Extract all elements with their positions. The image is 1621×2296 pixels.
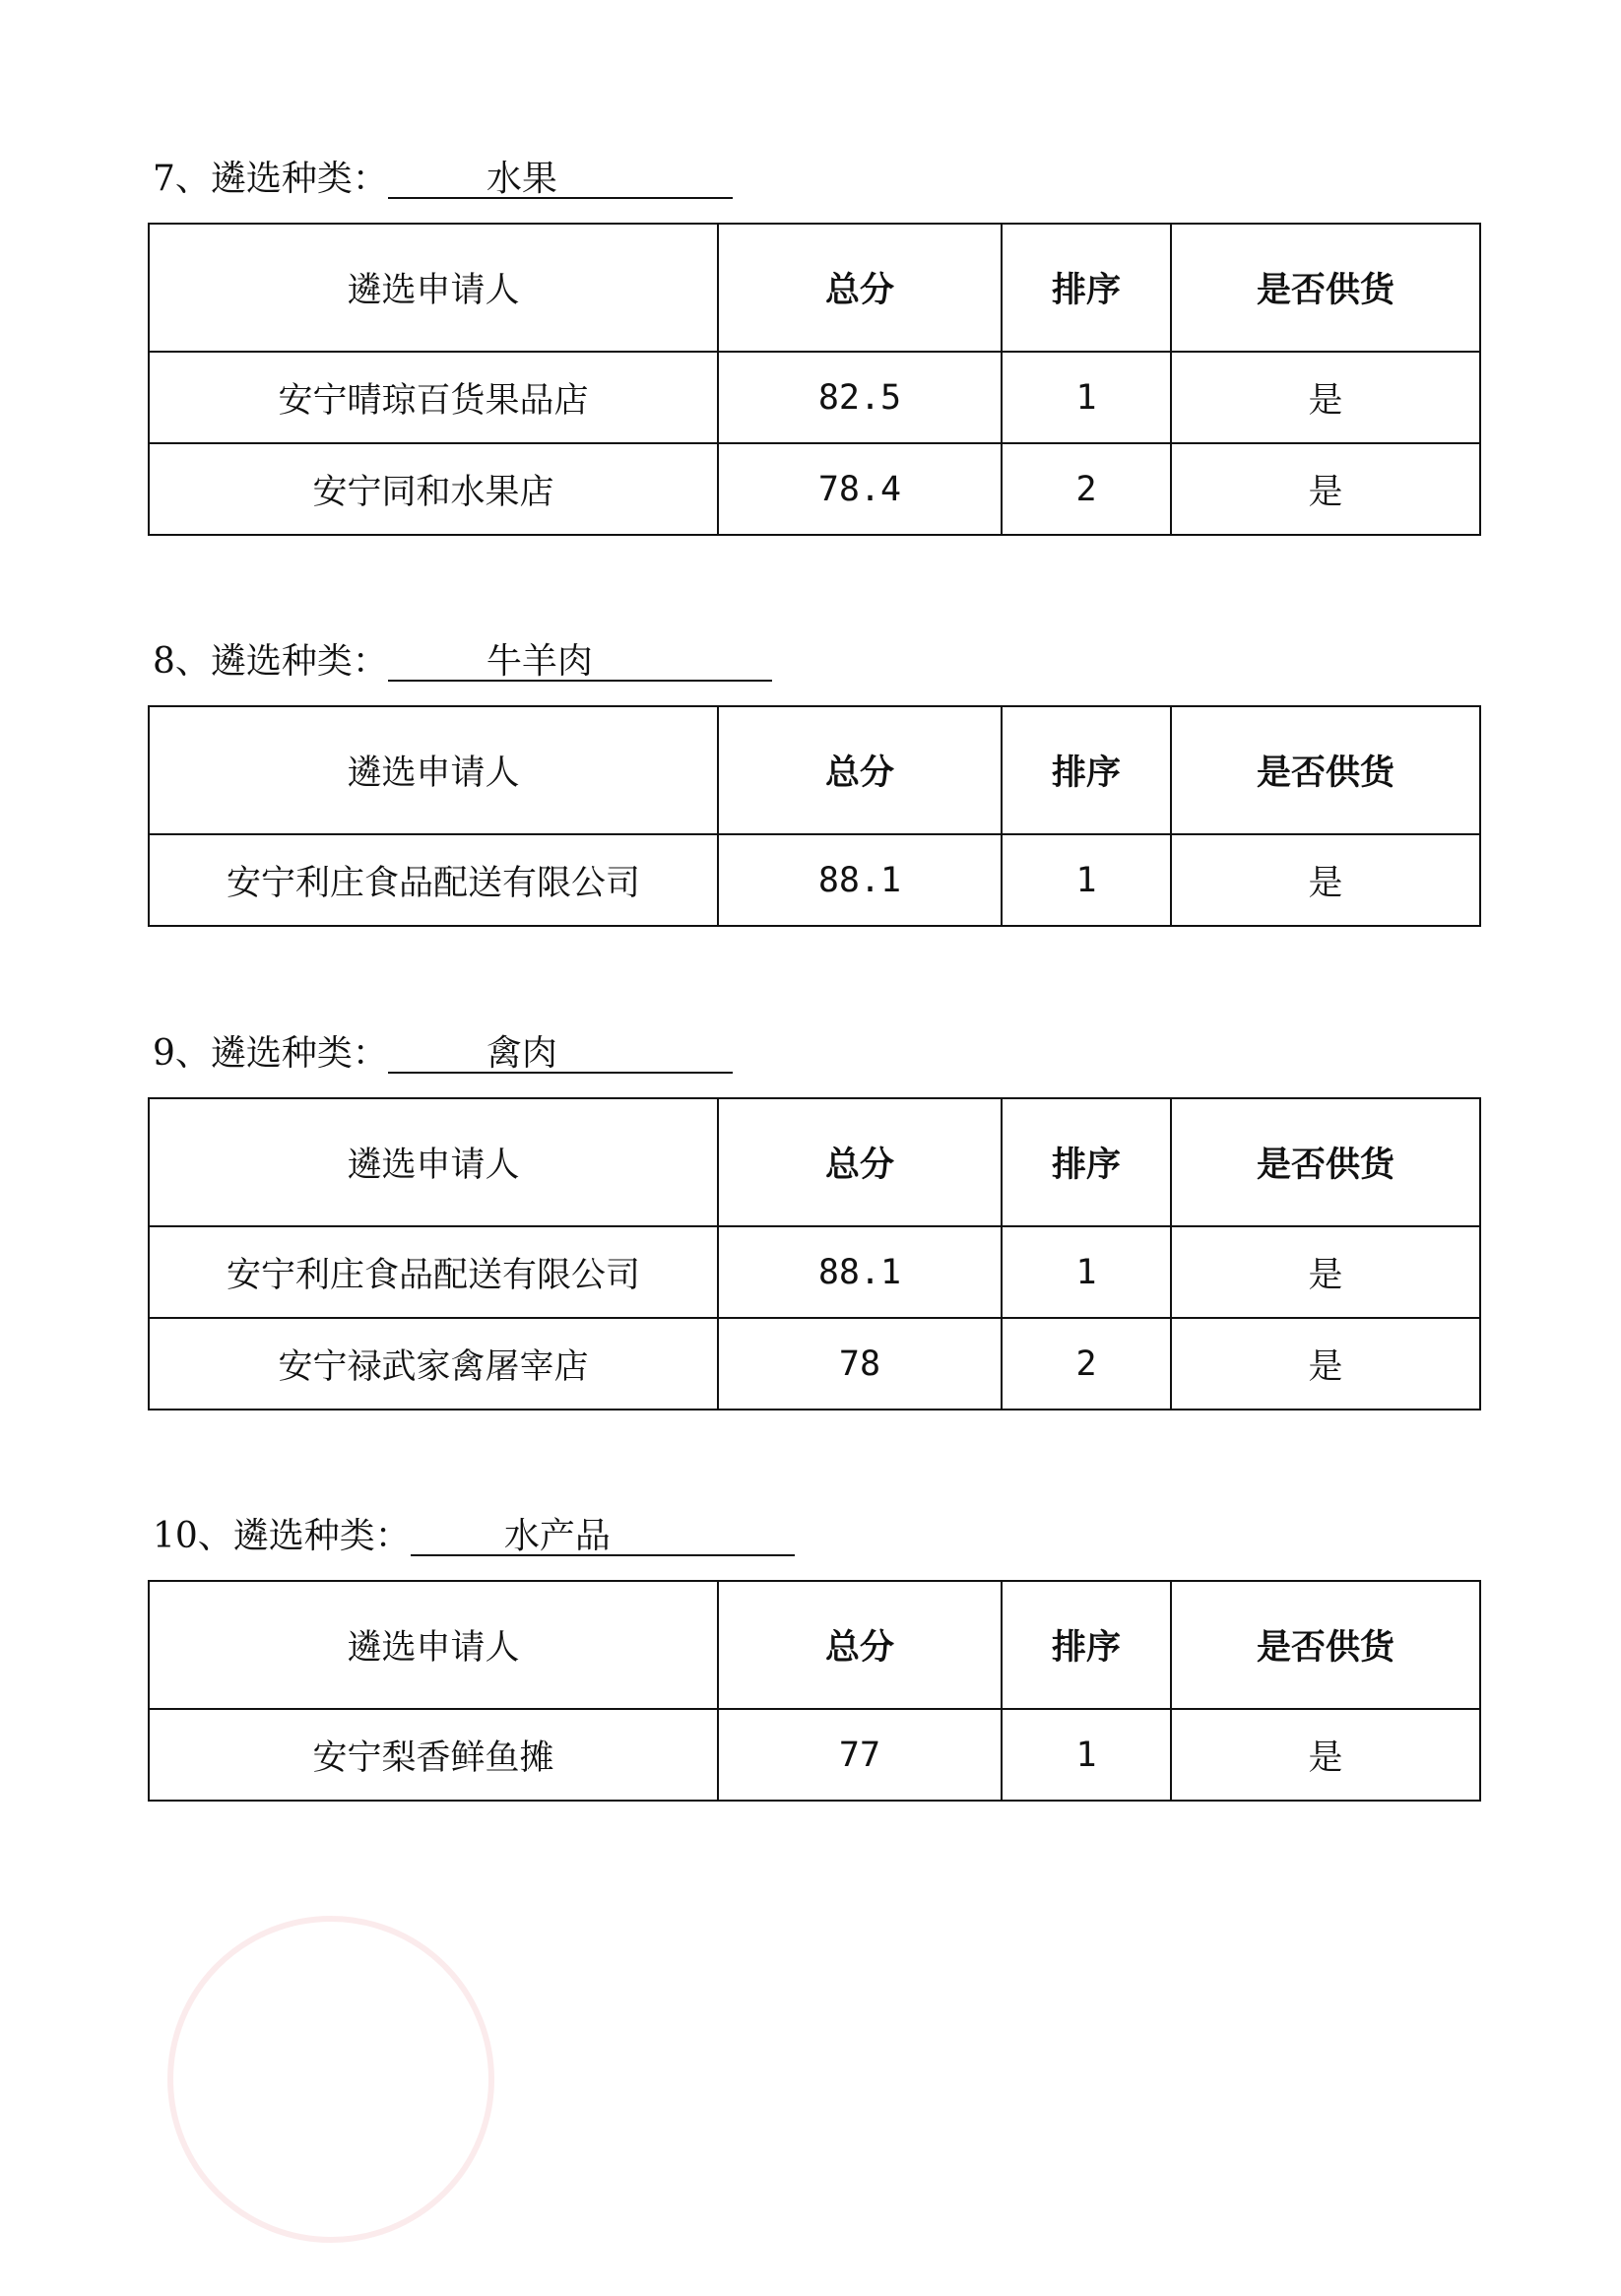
rank-cell: 1 (1002, 352, 1171, 443)
score-cell: 78.4 (718, 443, 1002, 535)
table-row (149, 834, 1480, 926)
supply-cell: 是 (1171, 834, 1480, 926)
header-supply: 是否供货 (1171, 1098, 1480, 1226)
section-9-category: 禽肉 (486, 1033, 557, 1074)
section-9-category-blank (388, 1032, 733, 1076)
table-row (149, 443, 1480, 535)
score-cell: 88.1 (718, 1226, 1002, 1318)
section-10-label: 10、遴选种类： (153, 1516, 411, 1556)
section-7-category: 水果 (486, 159, 557, 199)
header-supply: 是否供货 (1171, 1581, 1480, 1709)
section-10-category-blank (411, 1515, 795, 1558)
applicant-cell: 安宁禄武家禽屠宰店 (149, 1318, 718, 1410)
section-8-label: 8、遴选种类： (153, 641, 388, 682)
applicant-cell: 安宁梨香鲜鱼摊 (149, 1709, 718, 1801)
table-row (149, 1318, 1480, 1410)
section-9-table (148, 1097, 1481, 1410)
applicant-cell: 安宁晴琼百货果品店 (149, 352, 718, 443)
header-applicant: 遴选申请人 (149, 1581, 718, 1709)
table-header-row (149, 224, 1480, 352)
header-supply: 是否供货 (1171, 224, 1480, 352)
table-header-row (149, 1581, 1480, 1709)
section-7-table (148, 223, 1481, 536)
table-row (149, 1709, 1480, 1801)
header-rank: 排序 (1002, 1098, 1171, 1226)
rank-cell: 2 (1002, 443, 1171, 535)
header-applicant: 遴选申请人 (149, 1098, 718, 1226)
table-row (149, 352, 1480, 443)
header-supply: 是否供货 (1171, 706, 1480, 834)
score-cell: 88.1 (718, 834, 1002, 926)
section-8-category-blank (388, 640, 772, 684)
header-applicant: 遴选申请人 (149, 706, 718, 834)
score-cell: 78 (718, 1318, 1002, 1410)
section-9-title (153, 1032, 733, 1076)
section-8-title (153, 640, 772, 684)
header-score: 总分 (718, 1581, 1002, 1709)
section-7-category-blank (388, 158, 733, 201)
score-cell: 77 (718, 1709, 1002, 1801)
rank-cell: 1 (1002, 834, 1171, 926)
table-header-row (149, 1098, 1480, 1226)
section-10-title (153, 1515, 795, 1558)
table-row (149, 1226, 1480, 1318)
rank-cell: 2 (1002, 1318, 1171, 1410)
applicant-cell: 安宁同和水果店 (149, 443, 718, 535)
rank-cell: 1 (1002, 1226, 1171, 1318)
stamp-seal-faint (167, 1916, 494, 2243)
header-score: 总分 (718, 224, 1002, 352)
section-7-label: 7、遴选种类： (153, 159, 388, 199)
section-8-table (148, 705, 1481, 927)
section-8-category: 牛羊肉 (486, 641, 593, 682)
section-7-title (153, 158, 733, 201)
score-cell: 82.5 (718, 352, 1002, 443)
header-rank: 排序 (1002, 224, 1171, 352)
section-10-table (148, 1580, 1481, 1802)
header-score: 总分 (718, 1098, 1002, 1226)
supply-cell: 是 (1171, 1709, 1480, 1801)
rank-cell: 1 (1002, 1709, 1171, 1801)
header-applicant: 遴选申请人 (149, 224, 718, 352)
header-rank: 排序 (1002, 706, 1171, 834)
header-rank: 排序 (1002, 1581, 1171, 1709)
supply-cell: 是 (1171, 1226, 1480, 1318)
supply-cell: 是 (1171, 352, 1480, 443)
applicant-cell: 安宁利庄食品配送有限公司 (149, 834, 718, 926)
section-9-label: 9、遴选种类： (153, 1033, 388, 1074)
header-score: 总分 (718, 706, 1002, 834)
table-header-row (149, 706, 1480, 834)
applicant-cell: 安宁利庄食品配送有限公司 (149, 1226, 718, 1318)
supply-cell: 是 (1171, 1318, 1480, 1410)
section-10-category: 水产品 (503, 1516, 611, 1556)
supply-cell: 是 (1171, 443, 1480, 535)
